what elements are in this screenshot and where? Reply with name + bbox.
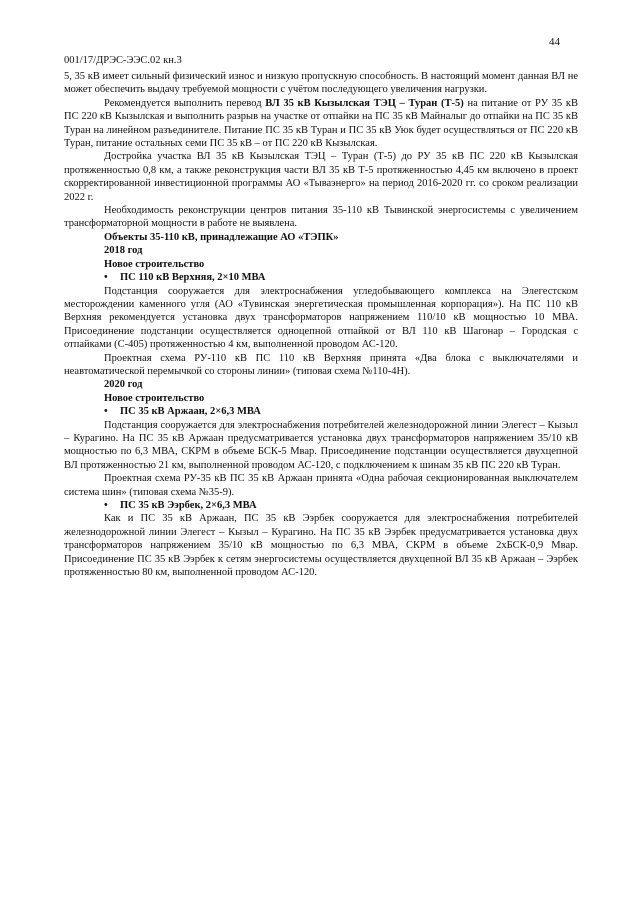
paragraph-2-lead: Рекомендуется выполнить перевод <box>104 97 266 109</box>
paragraph-4: Необходимость реконструкции центров питания 35-110 кВ Тывинской энергосистемы с увеличением трансформаторной мощности в работе не выявлена. <box>64 205 578 230</box>
bullet-title: ПС 110 кВ Верхняя, 2×10 МВА <box>120 272 266 284</box>
bullet-title: ПС 35 кВ Ээрбек, 2×6,3 МВА <box>120 500 257 511</box>
paragraph-9: Как и ПС 35 кВ Аржаан, ПС 35 кВ Ээрбек сооружается для электроснабжения потребителей железнодорожной линии Элегест – Кызыл – Курагино. На ПС 35 кВ Ээрбек предусматривается установка двух трансформаторов напряжением 35/10 кВ мощностью по 6,3 МВА, СКРМ в объеме 2хБСК-0,9 Мвар. Присоединение ПС 35 кВ Ээрбек к сетям энергосистемы осуществляется двухцепной ВЛ 35 кВ Аржаан – Ээрбек протяженностью 80 км, выполненной проводом АС-120. <box>64 513 578 579</box>
page-number: 44 <box>549 36 560 48</box>
paragraph-2-rest: на питание от РУ 35 кВ ПС 220 кВ Кызылская и выполнить разрыв на участке от отпайки на ПС 35 кВ Майналыг до отпайки на ПС 35 кВ Туран на линейном разъединителе. Питание ПС 35 кВ Туран и ПС 35 кВ Уюк будет осуществляться от ПС 220 кВ Туран, питание остальных семи ПС 35 кВ – от ПС 220 кВ Кызылская. <box>64 97 578 150</box>
bullet-item-arzhaan <box>64 405 578 418</box>
paragraph-7: Подстанция сооружается для электроснабжения потребителей железнодорожной линии Элегест – Кызыл – Курагино. На ПС 35 кВ Аржаан предусматривается установка двух трансформаторов напряжением 35/10 кВ мощностью по 6,3 МВА, СКРМ в объеме БСК-5 Мвар. Присоединение подстанции осуществляется двухцепной ВЛ протяженностью 21 км, выполненной проводом АС-120, с подключением к шинам 35 кВ ПС 220 кВ Туран. <box>64 419 578 471</box>
year-heading-2018: 2018 год <box>104 245 143 257</box>
document-body <box>64 70 578 579</box>
paragraph-3: Достройка участка ВЛ 35 кВ Кызылская ТЭЦ – Туран (Т-5) до РУ 35 кВ ПС 220 кВ Кызылская протяженностью 0,8 км, а также реконструкция части ВЛ 35 кВ Т-5 протяженностью 4,45 км включено в проект скорректированной инвестиционной программы АО «Тываэнерго» на период 2016-2020 гг. со сроком реализации 2022 г. <box>64 151 578 203</box>
paragraph-2-bold: ВЛ 35 кВ Кызылская ТЭЦ – Туран (Т-5) <box>265 97 464 109</box>
document-id: 001/17/ДРЭС-ЭЭС.02 кн.3 <box>64 55 182 66</box>
subheading-new-construction-2: Новое строительство <box>104 392 205 404</box>
paragraph-2 <box>64 97 578 151</box>
paragraph-1: 5, 35 кВ имеет сильный физический износ и низкую пропускную способность. В настоящий момент данная ВЛ не может обеспечить выдачу требуемой мощности с учётом последующего увеличения нагрузки. <box>64 71 578 96</box>
bullet-icon: • <box>104 500 108 511</box>
bullet-icon: • <box>104 272 108 284</box>
bullet-item-verkhnyaya <box>64 271 578 284</box>
paragraph-5: Подстанция сооружается для электроснабжения угледобывающего комплекса на Элегестском месторождении каменного угля (АО «Тувинская энергетическая промышленная корпорация»). На ПС 110 кВ Верхняя рекомендуется установка двух трансформаторов напряжением 110/10 кВ мощностью 10 МВА. Присоединение подстанции осуществляется одноцепной отпайкой от ВЛ 110 кВ Шагонар – Городская с отпайками (С-405) протяженностью 4 км, выполненной проводом АС-120. <box>64 285 578 351</box>
year-heading-2020: 2020 год <box>104 379 143 391</box>
bullet-item-eerbek <box>64 499 578 512</box>
bullet-title: ПС 35 кВ Аржаан, 2×6,3 МВА <box>120 406 261 418</box>
paragraph-8: Проектная схема РУ-35 кВ ПС 35 кВ Аржаан принята «Одна рабочая секционированная выключателем система шин» (типовая схема №35-9). <box>64 473 578 498</box>
subheading-new-construction-1: Новое строительство <box>104 258 205 270</box>
paragraph-6: Проектная схема РУ-110 кВ ПС 110 кВ Верхняя принята «Два блока с выключателями и неавтоматической перемычкой со стороны линии» (типовая схема №110-4Н). <box>64 352 578 377</box>
section-heading-objects: Объекты 35-110 кВ, принадлежащие АО «ТЭПК» <box>104 231 339 243</box>
bullet-icon: • <box>104 406 108 418</box>
